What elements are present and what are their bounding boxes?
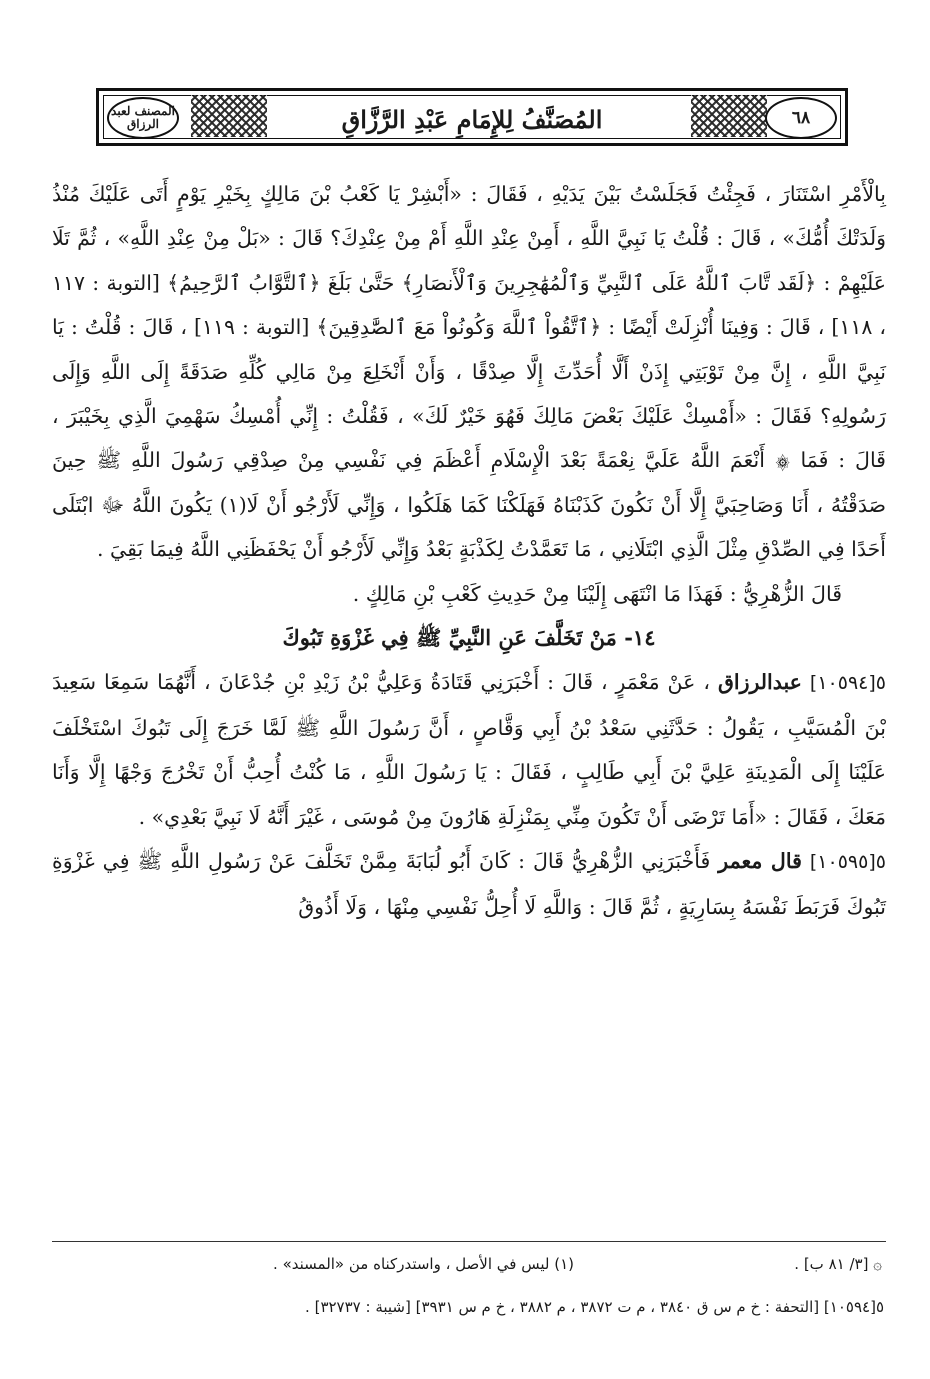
hadith-text: ، عَنْ مَعْمَرٍ ، قَالَ : أَخْبَرَنِي قَتَادَةُ وَعَلِيُّ بْنُ زَيْدِ بْنِ جُدْعَانَ ، أَنَّهُمَا سَمِعَا سَعِيدَ بْنَ الْمُسَيَّبِ ، يَقُولُ : حَدَّثَنِي سَعْدُ بْنُ أَبِي وَقَّاصٍ ، أَنَّ رَسُولَ اللَّهِ ﷺ لَمَّا خَرَجَ إِلَى تَبُوكَ اسْتَخْلَفَ عَلَيْنَا إِلَى الْمَدِينَةِ عَلِيَّ بْنَ أَبِي طَالِبٍ ، فَقَالَ : يَا رَسُولَ اللَّهِ ، مَا كُنْتُ أُحِبُّ أَنْ تَخْرُجَ وَجْهًا إِلَّا وَأَنَا مَعَكَ ، فَقَالَ : «أَمَا تَرْضَى أَنْ تَكُونَ مِنِّي بِمَنْزِلَةِ هَارُونَ مِنْ مُوسَى ، غَيْرَ أَنَّهُ لَا نَبِيَّ بَعْدِي» . (52, 670, 886, 829)
hadith-text: فَأَخْبَرَنِي الزُّهْرِيُّ قَالَ : كَانَ أَبُو لُبَابَةَ مِمَّنْ تَخَلَّفَ عَنْ رَسُولِ اللَّهِ ﷺ فِي غَزْوَةِ تَبُوكَ فَرَبَطَ نَفْسَهُ بِسَارِيَةٍ ، ثُمَّ قَالَ : وَاللَّهِ لَا أُحِلُّ نَفْسِي مِنْهَا ، وَلَا أَذُوقُ (52, 849, 886, 919)
hadith-number: ٥[١٠٥٩٤] (809, 672, 886, 695)
page-number: ٦٨ (765, 97, 837, 139)
hadith-10595 (52, 839, 886, 929)
main-text (52, 172, 886, 929)
book-title: المُصَنَّفُ لِلإِمَامِ عَبْدِ الرَّزَّاقِ (341, 104, 603, 134)
book-logo-badge: المصنف لعبد الرزاق (107, 97, 179, 139)
hadith-number: ٥[١٠٥٩٥] (809, 851, 886, 874)
footnote-1: (١) ليس في الأصل ، واستدركناه من «المسند» . (273, 1255, 574, 1273)
manuscript-folio-note: ۞ [٣/ ٨١ ب] . (794, 1255, 882, 1273)
footnote-separator (52, 1241, 886, 1242)
header-ornament-right (691, 95, 767, 137)
hadith-10594 (52, 660, 886, 839)
header-ornament-left (191, 95, 267, 137)
page-header (96, 88, 848, 146)
hadith-continuation-paragraph: بِالْأَمْرِ اسْتَنَارَ ، فَجِئْتُ فَجَلَسْتُ بَيْنَ يَدَيْهِ ، فَقَالَ : «أَبْشِرْ يَا كَعْبُ بْنَ مَالِكٍ بِخَيْرِ يَوْمٍ أَتَى عَلَيْكَ مُنْذُ وَلَدَتْكَ أُمُّكَ» ، قَالَ : قُلْتُ يَا نَبِيَّ اللَّهِ ، أَمِنْ عِنْدِ اللَّهِ أَمْ مِنْ عِنْدِكَ؟ قَالَ : «بَلْ مِنْ عِنْدِ اللَّهِ» ، ثُمَّ تَلَا عَلَيْهِمْ : ﴿لَقَد تَّابَ ٱللَّهُ عَلَى ٱلنَّبِيِّ وَٱلْمُهَٰجِرِينَ وَٱلْأَنصَارِ﴾ حَتَّىٰ بَلَغَ ﴿ٱلتَّوَّابُ ٱلرَّحِيمُ﴾ [التوبة : ١١٧ ، ١١٨] ، قَالَ : وَفِينَا أُنْزِلَتْ أَيْضًا : ﴿ٱتَّقُواْ ٱللَّهَ وَكُونُواْ مَعَ ٱلصَّٰدِقِينَ﴾ [التوبة : ١١٩] ، قَالَ : قُلْتُ : يَا نَبِيَّ اللَّهِ ، إِنَّ مِنْ تَوْبَتِي إِذَنْ أَلَّا أُحَدِّثَ إِلَّا صِدْقًا ، وَأَنْ أَنْخَلِعَ مِنْ مَالِي كُلِّهِ صَدَقَةً إِلَى اللَّهِ وَإِلَى رَسُولِهِ؟ فَقَالَ : «أَمْسِكْ عَلَيْكَ بَعْضَ مَالِكَ فَهُوَ خَيْرٌ لَكَ» ، فَقُلْتُ : إِنِّي أُمْسِكُ سَهْمِيَ الَّذِي بِخَيْبَرَ ، قَالَ : فَمَا ۞ أَنْعَمَ اللَّهُ عَلَيَّ نِعْمَةً بَعْدَ الْإِسْلَامِ أَعْظَمَ فِي نَفْسِي مِنْ صِدْقِي رَسُولَ اللَّهِ ﷺ حِينَ صَدَقْتُهُ ، أَنَا وَصَاحِبَيَّ إِلَّا أَنْ نَكُونَ كَذَبْنَاهُ فَهَلَكْنَا كَمَا هَلَكُوا ، وَإِنِّي لَأَرْجُو أَنْ لَا(١) يَكُونَ اللَّهُ ﷻ ابْتَلَى أَحَدًا فِي الصِّدْقِ مِثْلَ الَّذِي ابْتَلَانِي ، مَا تَعَمَّدْتُ لِكَذْبَةٍ بَعْدُ وَإِنِّي لَأَرْجُو أَنْ يَحْفَظَنِي اللَّهُ فِيمَا بَقِيَ . (52, 182, 886, 562)
takhrij-note: ٥[١٠٥٩٤] [التحفة : خ م س ق ٣٨٤٠ ، م ت ٣٨٧٢ ، م ٣٨٨٢ ، خ م س ٣٩٣١] [شيبة : ٣٢٧٣٧] . (305, 1298, 884, 1316)
zuhri-closing-paragraph: قَالَ الزُّهْرِيُّ : فَهَذَا مَا انْتَهَى إِلَيْنَا مِنْ حَدِيثِ كَعْبِ بْنِ مَالِكٍ . (352, 581, 842, 606)
section-heading: ١٤- مَنْ تَخَلَّفَ عَنِ النَّبِيِّ ﷺ فِي غَزْوَةِ تَبُوكَ (282, 625, 656, 651)
narrator-name: قال معمر (718, 849, 802, 874)
narrator-name: عبدالرزاق (717, 670, 802, 695)
